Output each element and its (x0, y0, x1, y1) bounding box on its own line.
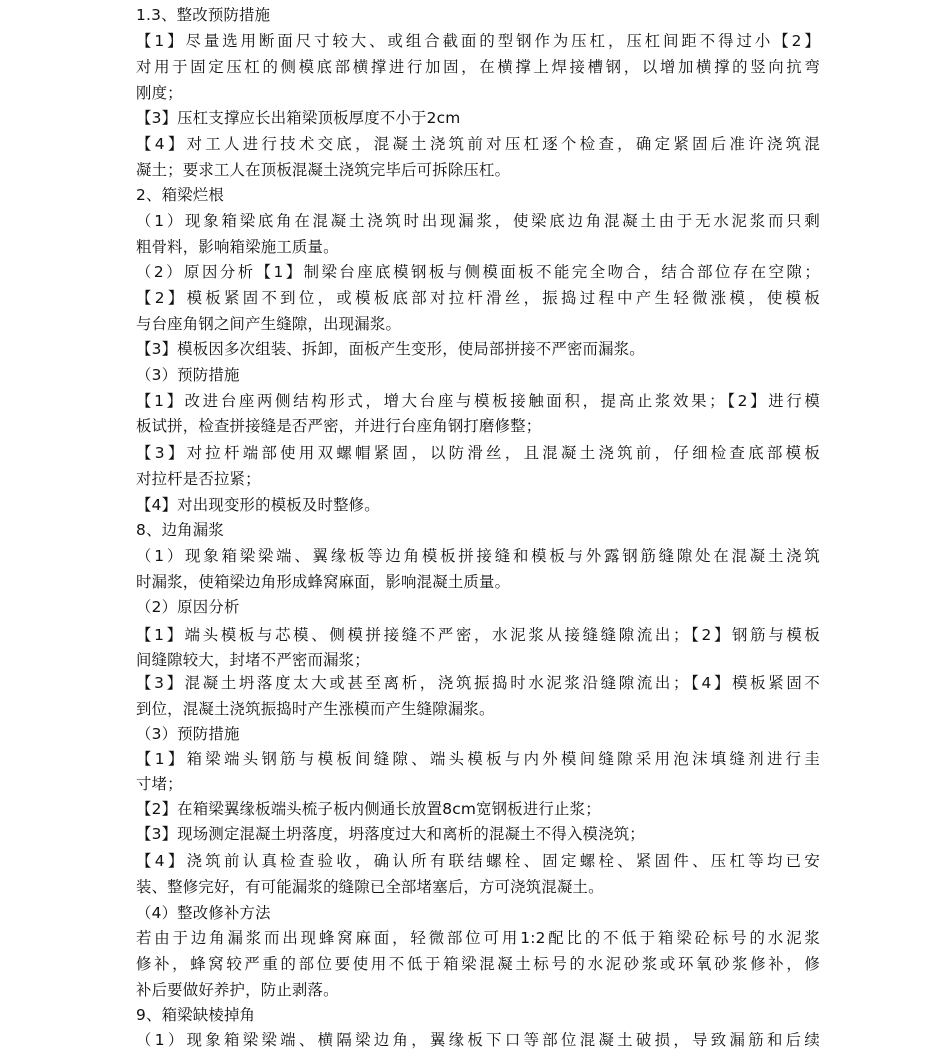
text-line: 【4】浇筑前认真检查验收，确认所有联结螺栓、固定螺栓、紧固件、压杠等均已安 (136, 852, 820, 870)
text-line: 对用于固定压杠的侧模底部横撑进行加固，在横撑上焊接槽钢，以增加横撑的竖向抗弯 (136, 58, 820, 76)
section-heading: 8、边角漏浆 (136, 521, 224, 539)
text-line: （1）现象箱梁梁端、翼缘板等边角模板拼接缝和模板与外露钢筋缝隙处在混凝土浇筑 (136, 547, 820, 565)
text-line: 【1】箱梁端头钢筋与模板间缝隙、端头模板与内外模间缝隙采用泡沫填缝剂进行圭 (136, 750, 820, 768)
subsection-heading: （4）整改修补方法 (136, 904, 271, 922)
text-line: 【4】对出现变形的模板及时整修。 (136, 496, 380, 514)
text-line: （1）现象箱梁底角在混凝土浇筑时出现漏浆，使梁底边角混凝土由于无水泥浆而只剩 (136, 212, 820, 230)
section-heading: 1.3、整改预防措施 (136, 6, 271, 24)
text-line: 【3】压杠支撑应长出箱梁顶板厚度不小于2cm (136, 109, 461, 127)
text-line: 刚度； (136, 84, 183, 102)
subsection-heading: （3）预防措施 (136, 725, 240, 743)
text-line: 到位，混凝土浇筑振捣时产生涨模而产生缝隙漏浆。 (136, 700, 495, 718)
text-line: 凝土；要求工人在顶板混凝土浇筑完毕后可拆除压杠。 (136, 161, 511, 179)
text-line: 【2】模板紧固不到位，或模板底部对拉杆滑丝，振捣过程中产生轻微涨模，使模板 (136, 289, 820, 307)
text-line: 装、整修完好，有可能漏浆的缝隙已全部堵塞后，方可浇筑混凝土。 (136, 878, 604, 896)
text-line: 【3】对拉杆端部使用双螺帽紧固，以防滑丝，且混凝土浇筑前，仔细检查底部模板 (136, 444, 820, 462)
text-line: 【4】对工人进行技术交底，混凝土浇筑前对压杠逐个检查，确定紧固后准许浇筑混 (136, 135, 820, 153)
text-line: 【1】改进台座两侧结构形式，增大台座与模板接触面积，提高止浆效果；【2】进行模 (136, 392, 820, 410)
text-line: 【3】现场测定混凝土坍落度，坍落度过大和离析的混凝土不得入模浇筑； (136, 825, 645, 843)
text-line: 若由于边角漏浆而出现蜂窝麻面，轻微部位可用1:2配比的不低于箱梁砼标号的水泥浆 (136, 929, 820, 947)
text-line: 时漏浆，使箱梁边角形成蜂窝麻面，影响混凝土质量。 (136, 573, 511, 591)
subsection-heading: （2）原因分析 (136, 598, 240, 616)
text-line: （2）原因分析【1】制梁台座底模钢板与侧模面板不能完全吻合，结合部位存在空隙； (136, 263, 820, 281)
text-line: 与台座角钢之间产生缝隙，出现漏浆。 (136, 315, 402, 333)
text-line: 对拉杆是否拉紧； (136, 470, 261, 488)
text-line: 【3】模板因多次组装、拆卸，面板产生变形，使局部拼接不严密而漏浆。 (136, 340, 645, 358)
subsection-heading: （3）预防措施 (136, 366, 240, 384)
text-line: 补后要做好养护，防止剥落。 (136, 981, 339, 999)
text-line: 粗骨料，影响箱梁施工质量。 (136, 238, 339, 256)
text-line: 【1】端头模板与芯模、侧模拼接缝不严密，水泥浆从接缝缝隙流出；【2】钢筋与模板 (136, 626, 820, 644)
text-line: 【2】在箱梁翼缘板端头梳子板内侧通长放置8cm宽钢板进行止浆； (136, 800, 601, 818)
text-line: 寸堵； (136, 775, 183, 793)
text-line: 板试拼，检查拼接缝是否严密，并进行台座角钢打磨修整； (136, 417, 542, 435)
text-line: 修补，蜂窝较严重的部位要使用不低于箱梁混凝土标号的水泥砂浆或环氧砂浆修补，修 (136, 955, 820, 973)
text-line: 【1】尽量选用断面尺寸较大、或组合截面的型钢作为压杠，压杠间距不得过小【2】 (136, 32, 820, 50)
section-heading: 2、箱梁烂根 (136, 186, 224, 204)
text-line: （1）现象箱梁梁端、横隔梁边角，翼缘板下口等部位混凝土破损，导致漏筋和后续 (136, 1031, 820, 1049)
section-heading: 9、箱梁缺棱掉角 (136, 1006, 256, 1024)
text-line: 【3】混凝土坍落度太大或甚至离析，浇筑振捣时水泥浆沿缝隙流出；【4】模板紧固不 (136, 674, 820, 692)
text-line: 间缝隙较大，封堵不严密而漏浆； (136, 651, 370, 669)
